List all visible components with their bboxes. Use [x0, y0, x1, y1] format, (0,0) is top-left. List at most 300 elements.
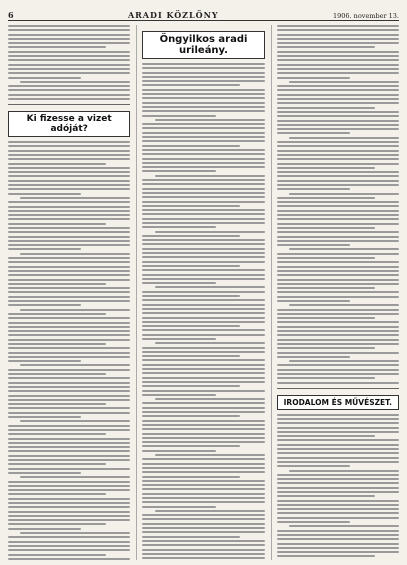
text-line: [8, 94, 130, 96]
text-line: [8, 240, 130, 242]
text-line: [142, 80, 264, 82]
text-line: [8, 145, 130, 147]
text-line: [142, 209, 264, 211]
text-line: [142, 222, 264, 224]
text-line: [20, 364, 130, 366]
text-line: [8, 227, 130, 229]
text-line: [277, 414, 399, 416]
text-line: [277, 439, 399, 441]
text-line: [142, 252, 264, 254]
text-line: [142, 377, 264, 379]
text-line: [142, 239, 264, 241]
text-line: [142, 463, 264, 465]
text-line: [8, 72, 130, 74]
text-line: [142, 540, 264, 542]
body-text-block: [277, 25, 399, 384]
text-line: [142, 248, 264, 250]
text-line: [277, 482, 399, 484]
text-line: [277, 68, 399, 70]
text-line: [8, 29, 130, 31]
text-line: [277, 555, 375, 557]
text-line: [8, 545, 130, 547]
text-line: [277, 347, 375, 349]
text-line: [277, 38, 399, 40]
text-line: [20, 197, 130, 199]
text-line: [277, 504, 399, 506]
text-line: [142, 299, 264, 301]
text-line: [277, 141, 399, 143]
text-line: [8, 347, 130, 349]
text-line: [8, 463, 106, 465]
text-line: [277, 457, 399, 459]
text-line: [8, 42, 130, 44]
text-line: [277, 339, 399, 341]
text-line: [8, 425, 130, 427]
text-line: [142, 265, 240, 267]
text-line: [8, 231, 130, 233]
text-line: [8, 377, 130, 379]
text-line: [277, 517, 399, 519]
text-line: [277, 296, 399, 298]
text-line: [155, 231, 265, 233]
text-line: [277, 279, 399, 281]
text-line: [8, 210, 130, 212]
text-line: [277, 128, 399, 130]
text-line: [277, 461, 399, 463]
text-line: [142, 63, 264, 65]
text-line: [277, 72, 399, 74]
text-line: [277, 364, 399, 366]
text-line: [142, 312, 264, 314]
text-line: [142, 544, 264, 546]
text-line: [277, 551, 399, 553]
column-right: [271, 25, 399, 560]
text-line: [8, 502, 130, 504]
text-line: [289, 304, 399, 306]
text-line: [142, 476, 240, 478]
text-line: [20, 253, 130, 255]
text-line: [277, 521, 350, 523]
text-line: [8, 334, 130, 336]
text-line: [277, 508, 399, 510]
text-line: [277, 188, 350, 190]
text-line: [8, 429, 130, 431]
text-line: [142, 102, 264, 104]
text-line: [8, 38, 130, 40]
text-line: [8, 416, 81, 418]
text-line: [8, 433, 106, 435]
text-line: [142, 84, 240, 86]
text-line: [142, 166, 264, 168]
text-line: [142, 450, 215, 452]
text-line: [142, 527, 264, 529]
text-line: [277, 46, 375, 48]
text-line: [8, 300, 130, 302]
text-line: [142, 531, 264, 533]
text-line: [142, 295, 240, 297]
text-line: [142, 347, 264, 349]
text-line: [8, 188, 130, 190]
text-line: [142, 359, 264, 361]
text-line: [8, 485, 130, 487]
text-line: [277, 283, 399, 285]
text-line: [277, 422, 399, 424]
text-line: [8, 77, 81, 79]
text-line: [8, 59, 130, 61]
text-line: [142, 497, 264, 499]
text-line: [8, 343, 106, 345]
text-line: [142, 76, 264, 78]
text-line: [142, 493, 264, 495]
text-line: [8, 279, 130, 281]
text-line: [8, 283, 106, 285]
text-line: [8, 274, 130, 276]
text-line: [277, 538, 399, 540]
text-line: [142, 334, 264, 336]
text-line: [8, 46, 106, 48]
text-line: [8, 85, 130, 87]
body-text-block: [142, 63, 264, 560]
text-line: [8, 270, 130, 272]
text-line: [8, 141, 130, 143]
text-line: [289, 81, 399, 83]
text-line: [8, 481, 130, 483]
text-line: [8, 257, 130, 259]
text-line: [142, 351, 264, 353]
column-left: [8, 25, 130, 560]
text-line: [8, 412, 130, 414]
text-line: [277, 478, 399, 480]
text-line: [8, 399, 130, 401]
text-line: [277, 530, 399, 532]
text-line: [8, 201, 130, 203]
text-line: [142, 467, 264, 469]
text-line: [277, 227, 375, 229]
text-line: [8, 34, 130, 36]
text-line: [142, 420, 264, 422]
text-line: [8, 446, 130, 448]
text-line: [142, 428, 264, 430]
text-line: [277, 167, 375, 169]
body-text-block: [277, 414, 399, 560]
text-line: [8, 468, 130, 470]
text-line: [8, 51, 130, 53]
text-line: [8, 261, 130, 263]
text-line: [142, 424, 264, 426]
text-line: [142, 325, 240, 327]
text-line: [8, 287, 130, 289]
text-line: [142, 308, 264, 310]
text-line: [142, 518, 264, 520]
text-line: [142, 557, 264, 559]
text-line: [20, 420, 130, 422]
text-line: [277, 418, 399, 420]
text-line: [8, 373, 106, 375]
text-line: [277, 491, 399, 493]
text-line: [142, 278, 264, 280]
columns: [8, 25, 399, 560]
text-line: [142, 89, 264, 91]
text-line: [277, 334, 399, 336]
text-line: [142, 235, 240, 237]
text-line: [277, 124, 399, 126]
text-line: [277, 257, 375, 259]
text-line: [155, 342, 265, 344]
text-line: [142, 213, 264, 215]
text-line: [142, 188, 264, 190]
text-line: [277, 326, 399, 328]
text-line: [277, 313, 399, 315]
text-line: [277, 205, 399, 207]
text-line: [142, 145, 240, 147]
text-line: [277, 512, 399, 514]
text-line: [142, 514, 264, 516]
text-line: [142, 127, 264, 129]
headline-suicide: Öngyilkos aradi urileány.: [142, 31, 264, 59]
issue-date: 1906. november 13.: [333, 12, 399, 20]
text-line: [8, 511, 130, 513]
text-line: [142, 501, 264, 503]
text-line: [277, 300, 350, 302]
page-number: 6: [8, 10, 14, 20]
text-line: [289, 360, 399, 362]
text-line: [142, 390, 264, 392]
text-line: [277, 382, 399, 384]
text-line: [277, 373, 399, 375]
text-line: [142, 385, 240, 387]
text-line: [142, 441, 264, 443]
text-line: [8, 171, 130, 173]
text-line: [277, 145, 399, 147]
text-line: [8, 55, 130, 57]
text-line: [277, 534, 399, 536]
text-line: [155, 398, 265, 400]
text-line: [277, 465, 350, 467]
text-line: [8, 150, 130, 152]
masthead: ARADI KÖZLÖNY: [127, 10, 219, 20]
text-line: [277, 343, 399, 345]
text-line: [142, 549, 264, 551]
text-line: [277, 218, 399, 220]
text-line: [277, 317, 375, 319]
text-line: [277, 244, 350, 246]
text-line: [8, 296, 130, 298]
text-line: [277, 163, 399, 165]
text-line: [142, 407, 264, 409]
text-line: [142, 149, 264, 151]
text-line: [8, 489, 130, 491]
text-line: [277, 94, 399, 96]
text-line: [289, 248, 399, 250]
text-line: [8, 403, 106, 405]
text-line: [142, 274, 264, 276]
text-line: [8, 206, 130, 208]
text-line: [277, 291, 399, 293]
text-line: [277, 352, 399, 354]
divider: [277, 388, 399, 389]
text-line: [142, 201, 264, 203]
text-line: [8, 390, 130, 392]
text-line: [142, 93, 264, 95]
text-line: [142, 488, 264, 490]
text-line: [142, 123, 264, 125]
text-line: [142, 67, 264, 69]
text-line: [142, 196, 264, 198]
text-line: [277, 102, 399, 104]
text-line: [8, 438, 130, 440]
text-line: [142, 132, 264, 134]
text-line: [277, 231, 399, 233]
text-line: [142, 136, 264, 138]
text-line: [8, 498, 130, 500]
text-line: [142, 282, 215, 284]
text-line: [155, 175, 265, 177]
text-line: [277, 214, 399, 216]
text-line: [142, 394, 215, 396]
text-line: [277, 29, 399, 31]
text-line: [8, 386, 130, 388]
text-line: [20, 81, 130, 83]
text-line: [8, 214, 130, 216]
text-line: [277, 270, 399, 272]
text-line: [8, 554, 106, 556]
text-line: [142, 291, 264, 293]
text-line: [277, 253, 399, 255]
text-line: [142, 226, 215, 228]
column-middle: [136, 25, 264, 560]
text-line: [8, 266, 130, 268]
text-line: [142, 261, 264, 263]
text-line: [142, 484, 264, 486]
text-line: [277, 171, 399, 173]
text-line: [142, 304, 264, 306]
text-line: [277, 154, 399, 156]
text-line: [142, 106, 264, 108]
headline-literature: IRODALOM ÉS MŰVÉSZET.: [277, 395, 399, 410]
text-line: [277, 59, 399, 61]
text-line: [8, 223, 106, 225]
text-line: [277, 34, 399, 36]
text-line: [8, 154, 130, 156]
text-line: [277, 274, 399, 276]
text-line: [8, 25, 130, 27]
text-line: [20, 476, 130, 478]
text-line: [142, 269, 264, 271]
text-line: [8, 89, 130, 91]
text-line: [277, 25, 399, 27]
text-line: [142, 471, 264, 473]
text-line: [142, 140, 264, 142]
text-line: [277, 184, 399, 186]
text-line: [8, 369, 130, 371]
text-line: [8, 515, 130, 517]
text-line: [142, 72, 264, 74]
text-line: [142, 97, 264, 99]
text-line: [142, 536, 240, 538]
text-line: [142, 162, 264, 164]
text-line: [142, 110, 264, 112]
text-line: [277, 115, 399, 117]
text-line: [142, 523, 264, 525]
text-line: [277, 431, 399, 433]
text-line: [277, 55, 399, 57]
text-line: [155, 119, 265, 121]
text-line: [277, 197, 375, 199]
text-line: [8, 68, 130, 70]
text-line: [277, 261, 399, 263]
text-line: [277, 201, 399, 203]
text-line: [8, 339, 130, 341]
text-line: [8, 528, 81, 530]
text-line: [277, 85, 399, 87]
text-line: [277, 98, 399, 100]
text-line: [142, 170, 215, 172]
text-line: [142, 329, 264, 331]
text-line: [8, 98, 130, 100]
text-line: [277, 236, 399, 238]
text-line: [142, 411, 264, 413]
text-line: [8, 493, 106, 495]
text-line: [277, 543, 399, 545]
text-line: [142, 192, 264, 194]
text-line: [142, 364, 264, 366]
headline-water-tax: Ki fizesse a vizet adóját?: [8, 111, 130, 137]
text-line: [277, 266, 399, 268]
text-line: [8, 382, 130, 384]
text-line: [142, 243, 264, 245]
text-line: [8, 472, 81, 474]
text-line: [142, 445, 240, 447]
text-line: [8, 64, 130, 66]
text-line: [8, 180, 130, 182]
text-line: [142, 218, 264, 220]
text-line: [8, 322, 130, 324]
text-line: [277, 210, 399, 212]
text-line: [155, 510, 265, 512]
text-line: [8, 455, 130, 457]
text-line: [277, 158, 399, 160]
text-line: [277, 427, 399, 429]
text-line: [8, 163, 106, 165]
text-line: [277, 150, 399, 152]
text-line: [8, 352, 130, 354]
text-line: [277, 240, 399, 242]
text-line: [8, 330, 130, 332]
text-line: [277, 64, 399, 66]
text-line: [8, 193, 81, 195]
text-line: [277, 448, 399, 450]
text-line: [277, 474, 399, 476]
text-line: [277, 321, 399, 323]
text-line: [277, 444, 399, 446]
text-line: [8, 326, 130, 328]
text-line: [277, 132, 350, 134]
text-line: [277, 369, 399, 371]
text-line: [8, 167, 130, 169]
body-text-block: [8, 25, 130, 100]
text-line: [8, 541, 130, 543]
text-line: [8, 523, 106, 525]
text-line: [8, 536, 130, 538]
text-line: [142, 115, 215, 117]
text-line: [142, 321, 264, 323]
text-line: [277, 107, 375, 109]
text-line: [277, 223, 399, 225]
text-line: [142, 381, 264, 383]
text-line: [277, 175, 399, 177]
divider: [8, 104, 130, 105]
text-line: [142, 506, 215, 508]
